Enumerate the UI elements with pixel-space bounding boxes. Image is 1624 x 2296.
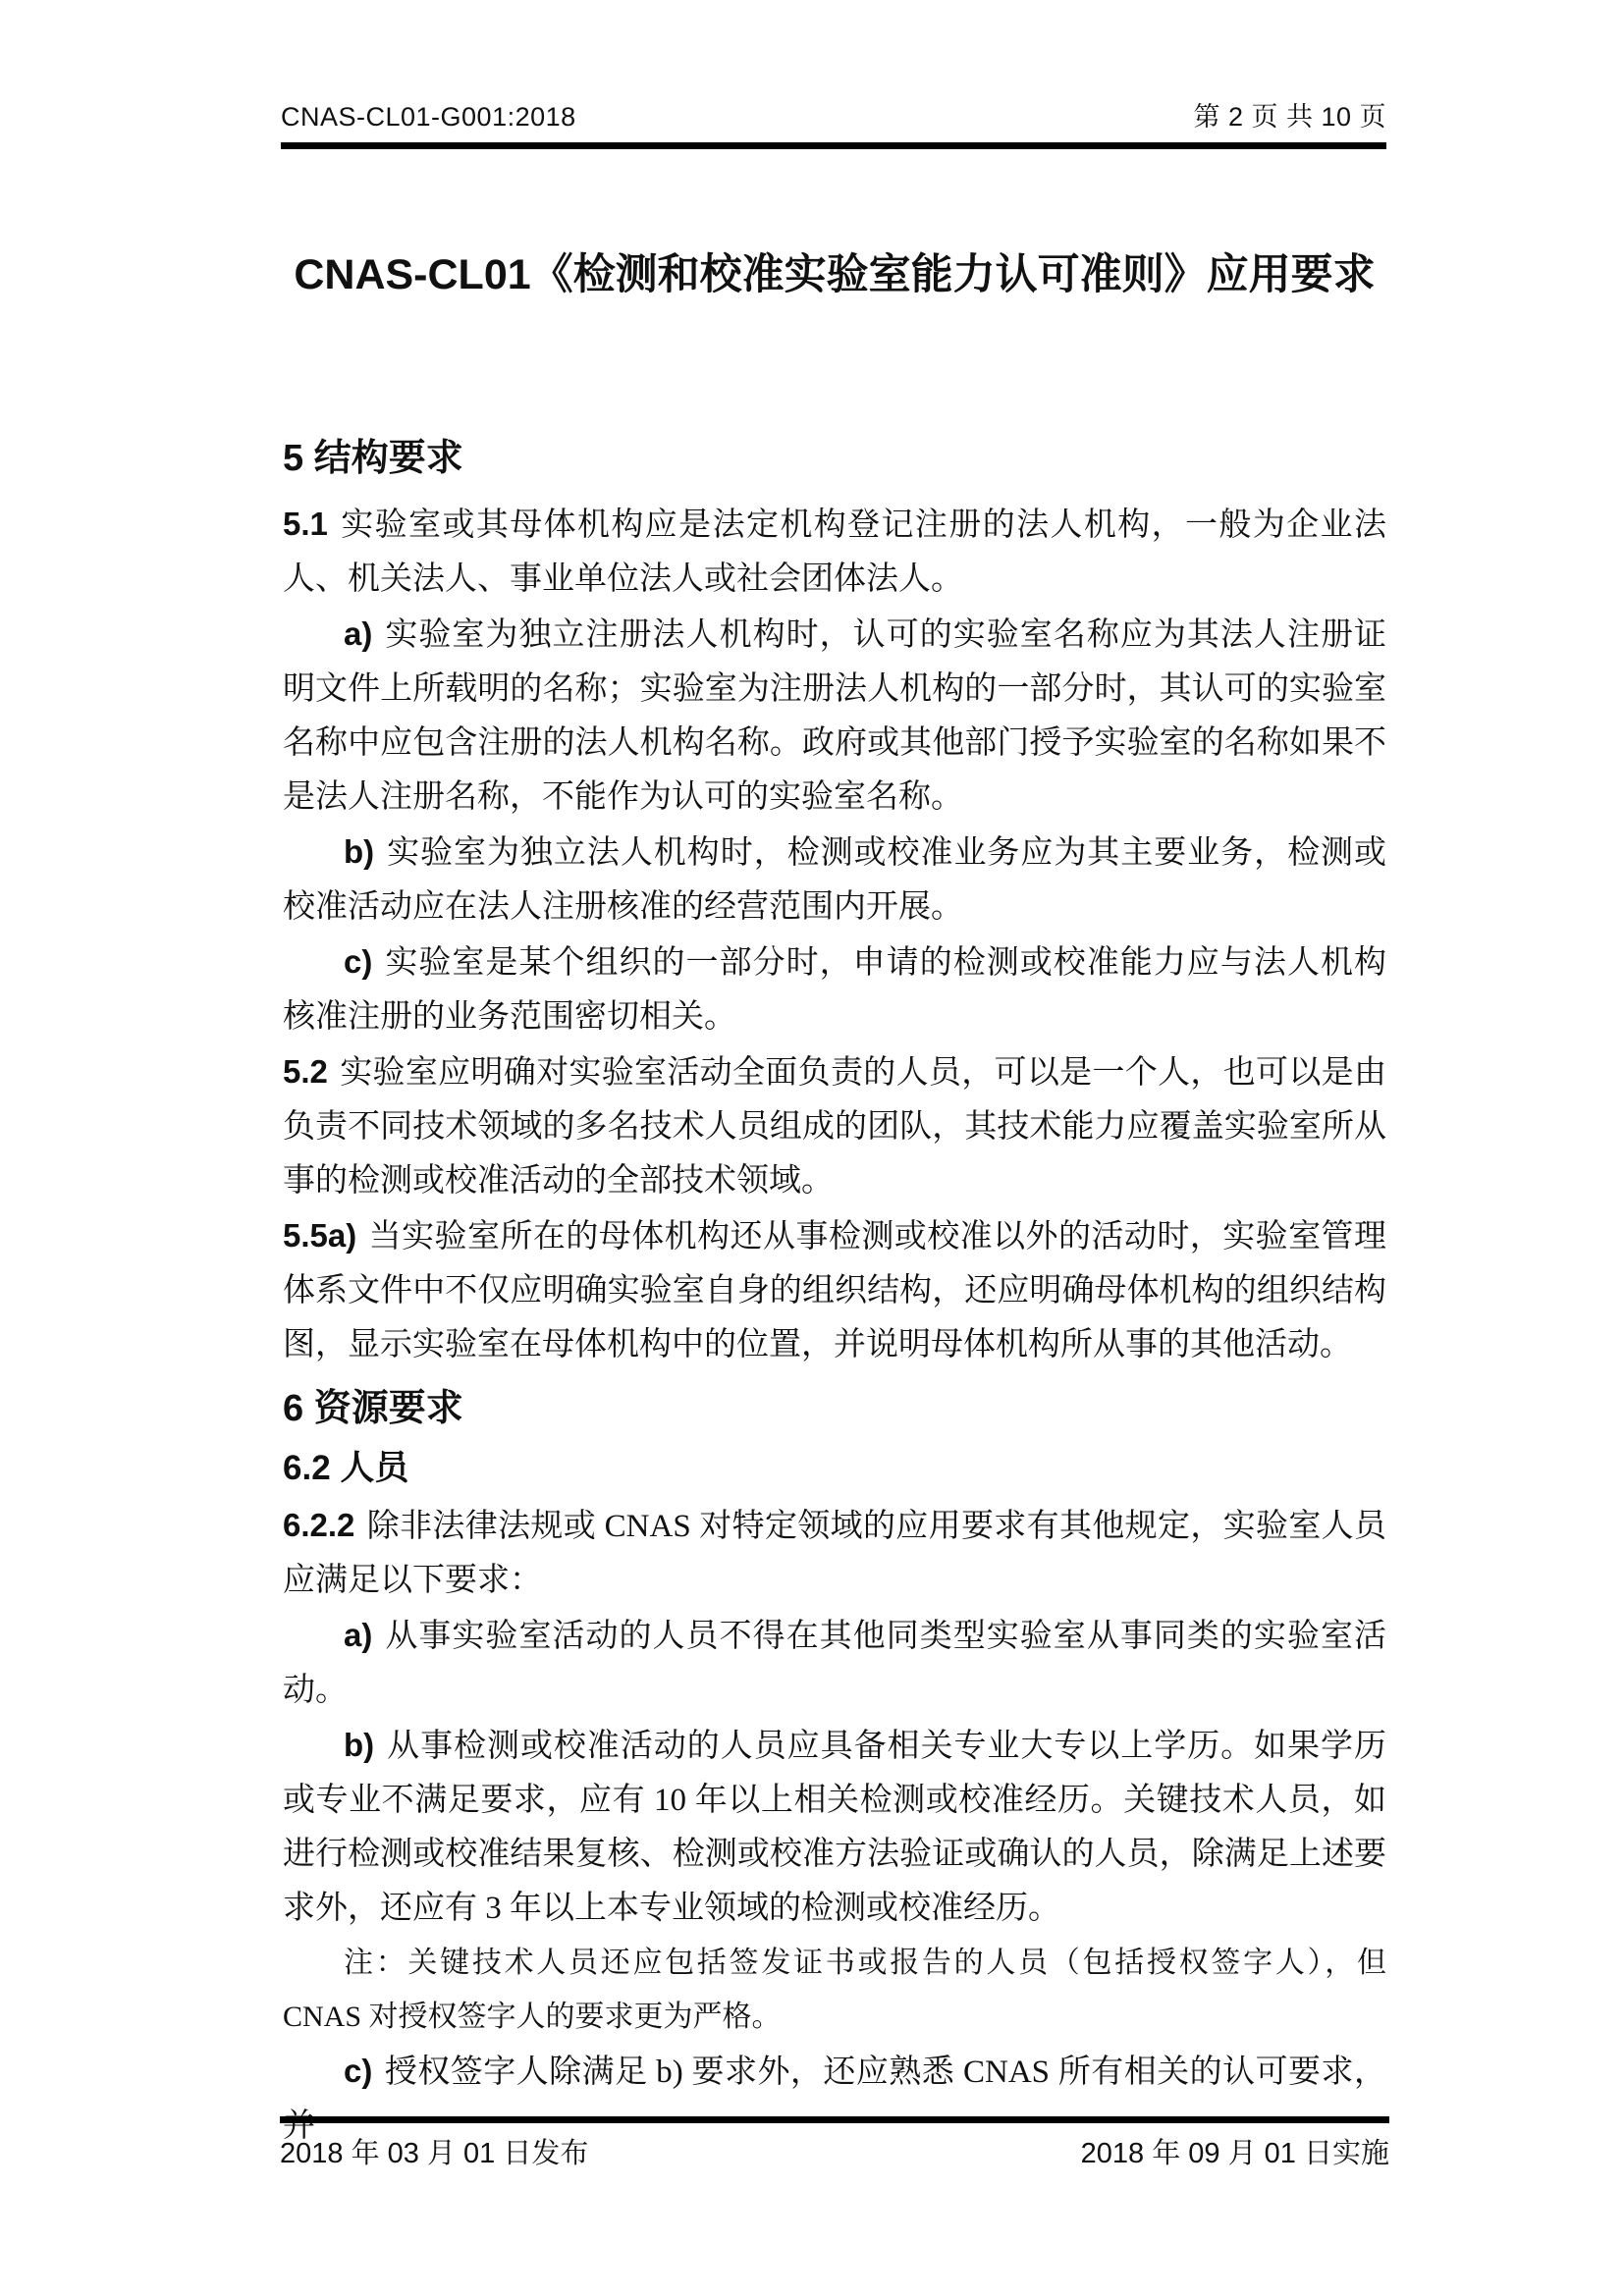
paragraph-label: 6.2.2 bbox=[283, 1507, 355, 1543]
release-date: 2018 年 03 月 01 日发布 bbox=[280, 2138, 589, 2169]
paragraph-text: 当实验室所在的母体机构还从事检测或校准以外的活动时，实验室管理体系文件中不仅应明确实验室自身的组织结构，还应明确母体机构的组织结构图，显示实验室在母体机构中的位置，并说明母体机构所从事的其他活动。 bbox=[283, 1219, 1386, 1362]
paragraph bbox=[283, 607, 1386, 825]
paragraph-text: 除非法律法规或 CNAS 对特定领域的应用要求有其他规定，实验室人员应满足以下要求： bbox=[283, 1509, 1386, 1598]
document-title: CNAS-CL01《检测和校准实验室能力认可准则》应用要求 bbox=[294, 251, 1376, 298]
paragraph bbox=[283, 1044, 1386, 1208]
paragraph bbox=[283, 934, 1386, 1044]
paragraph-text: 实验室或其母体机构应是法定机构登记注册的法人机构，一般为企业法人、机关法人、事业单位法人或社会团体法人。 bbox=[283, 507, 1386, 597]
paragraph-text: 实验室为独立注册法人机构时，认可的实验室名称应为其法人注册证明文件上所载明的名称；实验室为注册法人机构的一部分时，其认可的实验室名称中应包含注册的法人机构名称。政府或其他部门授予实验室的名称如果不是法人注册名称，不能作为认可的实验室名称。 bbox=[283, 617, 1386, 815]
paragraph-label: b) bbox=[344, 1727, 375, 1763]
section-heading: 5 结构要求 bbox=[283, 438, 463, 479]
paragraph-label: b) bbox=[344, 833, 375, 870]
paragraph-text: 从事检测或校准活动的人员应具备相关专业大专以上学历。如果学历或专业不满足要求，应有 10 年以上相关检测或校准经历。关键技术人员，如进行检测或校准结果复核、检测或校准方法验证或确认的人员，除满足上述要求外，还应有 3 年以上本专业领域的检测或校准经历。 bbox=[283, 1729, 1386, 1926]
paragraph-label: a) bbox=[344, 1617, 373, 1653]
page-number-indicator: 第 2 页 共 10 页 bbox=[1193, 102, 1386, 132]
paragraph bbox=[283, 825, 1386, 934]
note-paragraph bbox=[283, 1936, 1386, 2044]
paragraph-label: c) bbox=[344, 943, 373, 980]
paragraph-text: 注：关键技术人员还应包括签发证书或报告的人员（包括授权签字人），但 CNAS 对授权签字人的要求更为严格。 bbox=[283, 1947, 1386, 2033]
paragraph-text: 授权签字人除满足 b) 要求外，还应熟悉 CNAS 所有相关的认可要求，并 bbox=[283, 2055, 1386, 2144]
document-body bbox=[283, 436, 1386, 2154]
paragraph-label: a) bbox=[344, 615, 373, 652]
page-footer bbox=[280, 2116, 1389, 2171]
paragraph-label: 5.2 bbox=[283, 1053, 328, 1090]
doc-code: CNAS-CL01-G001:2018 bbox=[281, 102, 576, 132]
paragraph-text: 实验室为独立法人机构时，检测或校准业务应为其主要业务，检测或校准活动应在法人注册核准的经营范围内开展。 bbox=[283, 835, 1386, 925]
paragraph bbox=[283, 1498, 1386, 1608]
paragraph-text: 实验室是某个组织的一部分时，申请的检测或校准能力应与法人机构核准注册的业务范围密切相关。 bbox=[283, 945, 1386, 1035]
sub-section-heading: 6.2 人员 bbox=[283, 1449, 409, 1487]
paragraph-label: 5.1 bbox=[283, 506, 328, 542]
section-heading: 6 资源要求 bbox=[283, 1388, 463, 1429]
paragraph-text: 实验室应明确对实验室活动全面负责的人员，可以是一个人，也可以是由负责不同技术领域的多名技术人员组成的团队，其技术能力应覆盖实验室所从事的检测或校准活动的全部技术领域。 bbox=[283, 1055, 1386, 1199]
paragraph bbox=[283, 497, 1386, 607]
paragraph-label: c) bbox=[344, 2053, 373, 2089]
implementation-date: 2018 年 09 月 01 日实施 bbox=[1080, 2138, 1389, 2169]
page-header bbox=[281, 101, 1386, 149]
paragraph-label: 5.5a) bbox=[283, 1217, 357, 1254]
paragraph bbox=[283, 1608, 1386, 1718]
paragraph bbox=[283, 1208, 1386, 1372]
document-content bbox=[283, 153, 1386, 2154]
paragraph bbox=[283, 1718, 1386, 1936]
paragraph-text: 从事实验室活动的人员不得在其他同类型实验室从事同类的实验室活动。 bbox=[283, 1619, 1386, 1708]
